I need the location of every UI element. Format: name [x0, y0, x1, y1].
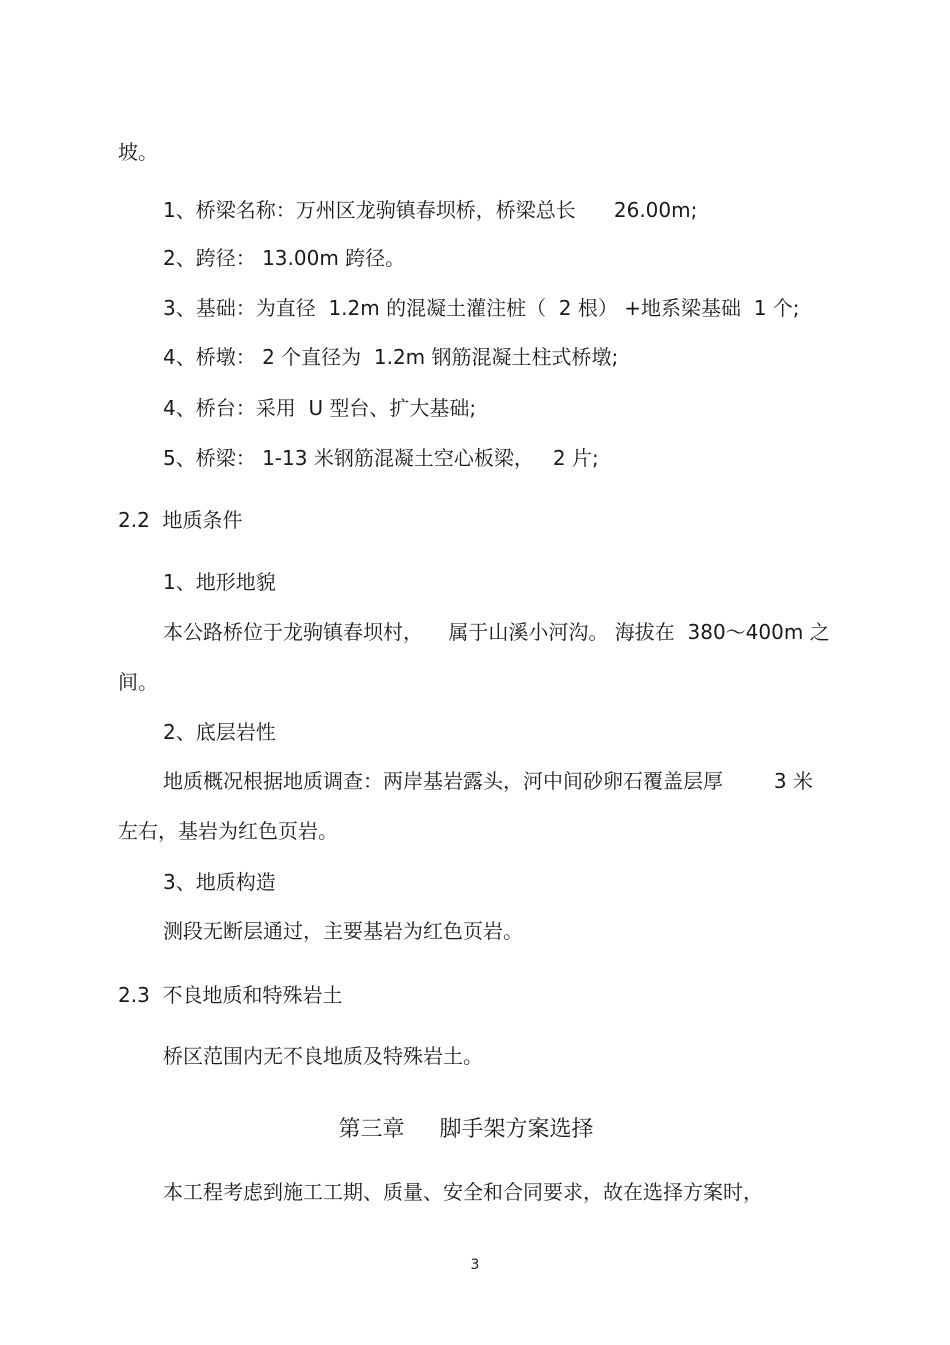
section-heading-2-3: 2.3 不良地质和特殊岩土: [118, 983, 343, 1007]
terrain-text: 本公路桥位于龙驹镇春坝村， 属于山溪小河沟。 海拔在 380～400m 之: [163, 620, 830, 644]
lithology-text: 地质概况根据地质调查：两岸基岩露头，河中间砂卵石覆盖层厚 3 米: [163, 769, 813, 793]
item-span: 2、跨径： 13.00m 跨径。: [163, 246, 406, 270]
subheading-terrain: 1、地形地貌: [163, 570, 276, 594]
chapter-intro-text: 本工程考虑到施工工期、质量、安全和合同要求，故在选择方案时，: [163, 1180, 763, 1204]
lithology-text-cont: 左右，基岩为红色页岩。: [118, 819, 338, 843]
subheading-structure: 3、地质构造: [163, 870, 276, 894]
item-girder: 5、桥梁： 1-13 米钢筋混凝土空心板梁， 2 片;: [163, 446, 599, 470]
structure-text: 测段无断层通过，主要基岩为红色页岩。: [163, 919, 523, 943]
item-bridge-name: 1、桥梁名称：万州区龙驹镇春坝桥，桥梁总长 26.00m;: [163, 198, 698, 222]
chapter-title: 第三章 脚手架方案选择: [338, 1117, 594, 1142]
subheading-lithology: 2、底层岩性: [163, 720, 276, 744]
item-pier: 4、桥墩： 2 个直径为 1.2m 钢筋混凝土柱式桥墩;: [163, 345, 619, 369]
item-abutment: 4、桥台：采用 U 型台、扩大基础;: [163, 396, 477, 420]
adverse-geology-text: 桥区范围内无不良地质及特殊岩土。: [163, 1044, 483, 1068]
page-number: 3: [470, 1257, 480, 1273]
terrain-text-cont: 间。: [118, 670, 158, 694]
item-foundation: 3、基础：为直径 1.2m 的混凝土灌注桩（ 2 根） +地系梁基础 1 个;: [163, 296, 800, 320]
section-heading-2-2: 2.2 地质条件: [118, 508, 243, 532]
continuation-text: 坡。: [118, 140, 158, 164]
